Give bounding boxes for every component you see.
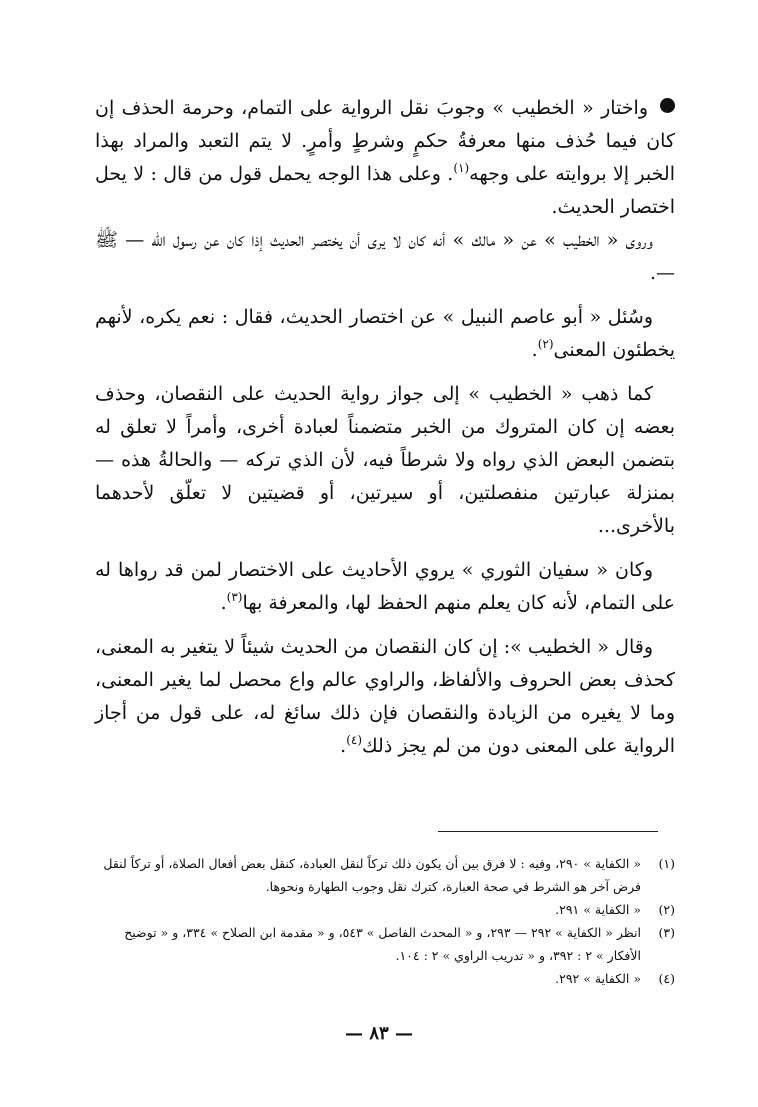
paragraph <box>95 224 675 290</box>
footnote-text: انظر « الكفاية » ٢٩٢ — ٢٩٣، و « المحدث الفاصل » ٥٤٣، و « مقدمة ابن الصلاح » ٣٣٤، و « توضيح الأفكار » ٢ : ٣٩٢، و « تدريب الراوي » ٢ : ١٠٤. <box>124 925 641 963</box>
footnote-text: « الكفاية » ٢٩١. <box>555 902 641 917</box>
paragraph-text: وروى « الخطيب » عن « مالك » أنه كان لا يرى أن يختصر الحديث إذا كان عن رسول الله — ﷺ —. <box>95 229 675 284</box>
footnote-text: « الكفاية » ٢٩٢. <box>555 971 641 986</box>
paragraph-text: واختار « الخطيب » وجوبَ نقل الرواية على التمام، وحرمة الحذف إن كان فيما حُذف منها معرفةُ حكمٍ وشرطٍ وأمرٍ. لا يتم التعبد والمراد بهذا الخبر إلا بروايته على وجهه <box>95 97 675 185</box>
paragraph <box>95 378 675 543</box>
footnote <box>95 921 675 967</box>
paragraph <box>95 301 675 367</box>
bullet-dot-icon <box>660 98 675 113</box>
paragraph <box>95 554 675 620</box>
footnote-ref[interactable]: (١) <box>453 161 470 175</box>
footnotes <box>95 852 675 990</box>
paragraph-text: وسُئل « أبو عاصم النبيل » عن اختصار الحديث، فقال : نعم يكره، لأنهم يخطئون المعنى <box>95 306 675 361</box>
paragraph-text-tail: . وعلى هذا الوجه يحمل قول من قال : لا يحل اختصار الحديث. <box>95 163 675 218</box>
footnote-ref[interactable]: (٣) <box>226 590 243 604</box>
paragraph-text-tail: . <box>531 339 538 361</box>
footnote-ref[interactable]: (٢) <box>537 337 554 351</box>
paragraph <box>95 631 675 763</box>
footnote-number: (٢) <box>658 902 675 917</box>
paragraph-text-tail: . <box>340 735 347 757</box>
paragraph-text: كما ذهب « الخطيب » إلى جواز رواية الحديث على النقصان، وحذف بعضه إن كان المتروك من الخبر متضمناً لعبادة أخرى، وأمراً لا تعلق له بتضمن البعض الذي رواه ولا شرطاً فيه، لأن الذي تركه — والحالةُ هذه — بمنزلة عبارتين منفصلتين، أو سيرتين، أو قضيتين لا تعلّق لأحدهما بالأخرى... <box>95 383 675 537</box>
paragraph <box>95 92 675 224</box>
footnote-separator <box>438 831 658 832</box>
main-text <box>95 92 675 763</box>
footnote-text: « الكفاية » ٢٩٠، وفيه : لا فرق بين أن يكون ذلك تركاً لنقل العبادة، كنقل بعض أفعال الصلاة، أو تركاً لنقل فرض آخر هو الشرط في صحة العبارة، كترك نقل وجوب الطهارة ونحوها. <box>103 856 641 894</box>
footnote <box>95 967 675 990</box>
paragraph-text: وكان « سفيان الثوري » يروي الأحاديث على الاختصار لمن قد رواها له على التمام، لأنه كان يعلم منهم الحفظ لها، والمعرفة بها <box>95 559 675 614</box>
page-number: — ٨٣ — <box>345 1023 413 1044</box>
footnote <box>95 898 675 921</box>
footnote-number: (٤) <box>658 971 675 986</box>
paragraph-text: وقال « الخطيب »: إن كان النقصان من الحديث شيئاً لا يتغير به المعنى، كحذف بعض الحروف والألفاظ، والراوي عالم واع محصل لما يغير المعنى، وما لا يغيره من الزيادة والنقصان فإن ذلك سائغ له، على قول من أجاز الرواية على المعنى دون من لم يجز ذلك <box>95 636 675 757</box>
footnote-number: (٣) <box>658 925 675 940</box>
footnote <box>95 852 675 898</box>
footnote-ref[interactable]: (٤) <box>346 733 363 747</box>
footnote-number: (١) <box>658 856 675 871</box>
paragraph-text-tail: . <box>220 592 227 614</box>
